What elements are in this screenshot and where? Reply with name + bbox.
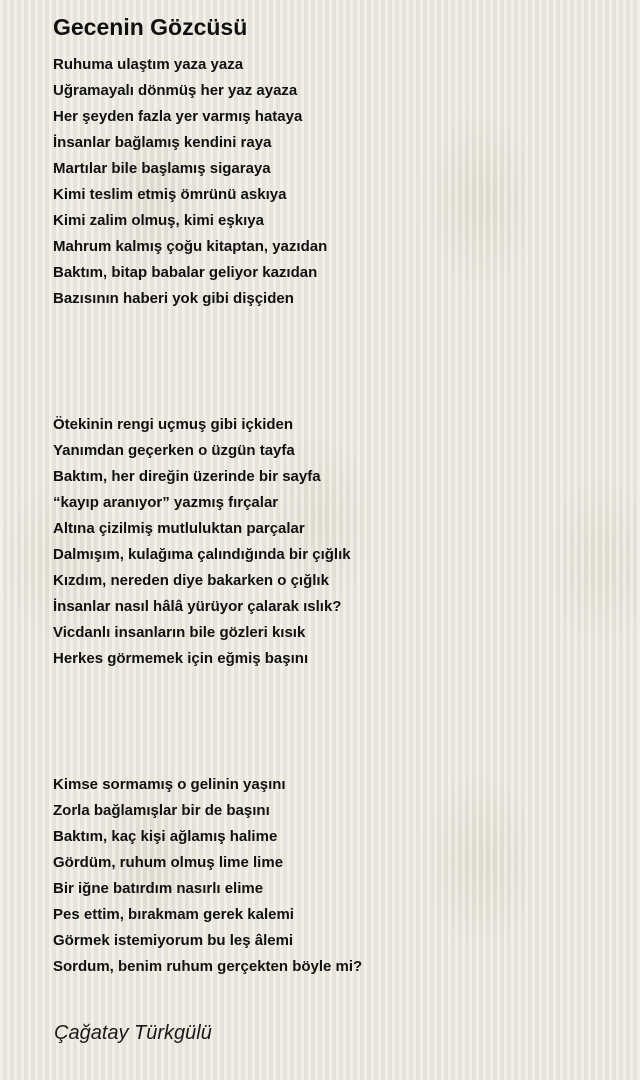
verse-line: Yanımdan geçerken o üzgün tayfa: [53, 442, 295, 459]
verse-line: Uğramayalı dönmüş her yaz ayaza: [53, 82, 298, 99]
verse-line: Mahrum kalmış çoğu kitaptan, yazıdan: [53, 238, 328, 255]
verse-line: Ötekinin rengi uçmuş gibi içkiden: [53, 416, 294, 433]
verse-line: Kimi teslim etmiş ömrünü askıya: [53, 186, 287, 203]
verse-line: Martılar bile başlamış sigaraya: [53, 160, 271, 177]
stanza-2: [53, 412, 351, 672]
verse-line: Görmek istemiyorum bu leş âlemi: [53, 932, 294, 949]
verse-line: Her şeyden fazla yer varmış hataya: [53, 108, 303, 125]
verse-line: Kızdım, nereden diye bakarken o çığlık: [53, 572, 329, 589]
verse-line: Baktım, her direğin üzerinde bir sayfa: [53, 468, 321, 485]
verse-line: Ruhuma ulaştım yaza yaza: [53, 56, 244, 73]
verse-line: Zorla bağlamışlar bir de başını: [53, 802, 270, 819]
stanza-1: [53, 52, 327, 312]
verse-line: Vicdanlı insanların bile gözleri kısık: [53, 624, 306, 641]
verse-line: Dalmışım, kulağıma çalındığında bir çığlık: [53, 546, 351, 563]
verse-line: Bir iğne batırdım nasırlı elime: [53, 880, 264, 897]
verse-line: Sordum, benim ruhum gerçekten böyle mi?: [53, 958, 363, 975]
verse-line: Baktım, kaç kişi ağlamış halime: [53, 828, 278, 845]
verse-line: Altına çizilmiş mutluluktan parçalar: [53, 520, 305, 537]
verse-line: “kayıp aranıyor” yazmış fırçalar: [53, 494, 279, 511]
stanza-3: [53, 772, 362, 980]
verse-line: Kimse sormamış o gelinin yaşını: [53, 776, 286, 793]
verse-line: Bazısının haberi yok gibi dişçiden: [53, 290, 294, 307]
verse-line: Pes ettim, bırakmam gerek kalemi: [53, 906, 294, 923]
poem-author: Çağatay Türkgülü: [54, 1022, 212, 1044]
verse-line: İnsanlar bağlamış kendini raya: [53, 134, 272, 151]
verse-line: Herkes görmemek için eğmiş başını: [53, 650, 309, 667]
verse-line: Kimi zalim olmuş, kimi eşkıya: [53, 212, 264, 229]
verse-line: Gördüm, ruhum olmuş lime lime: [53, 854, 284, 871]
poem-title: Gecenin Gözcüsü: [53, 14, 248, 40]
verse-line: Baktım, bitap babalar geliyor kazıdan: [53, 264, 318, 281]
verse-line: İnsanlar nasıl hâlâ yürüyor çalarak ıslık?: [53, 598, 342, 615]
